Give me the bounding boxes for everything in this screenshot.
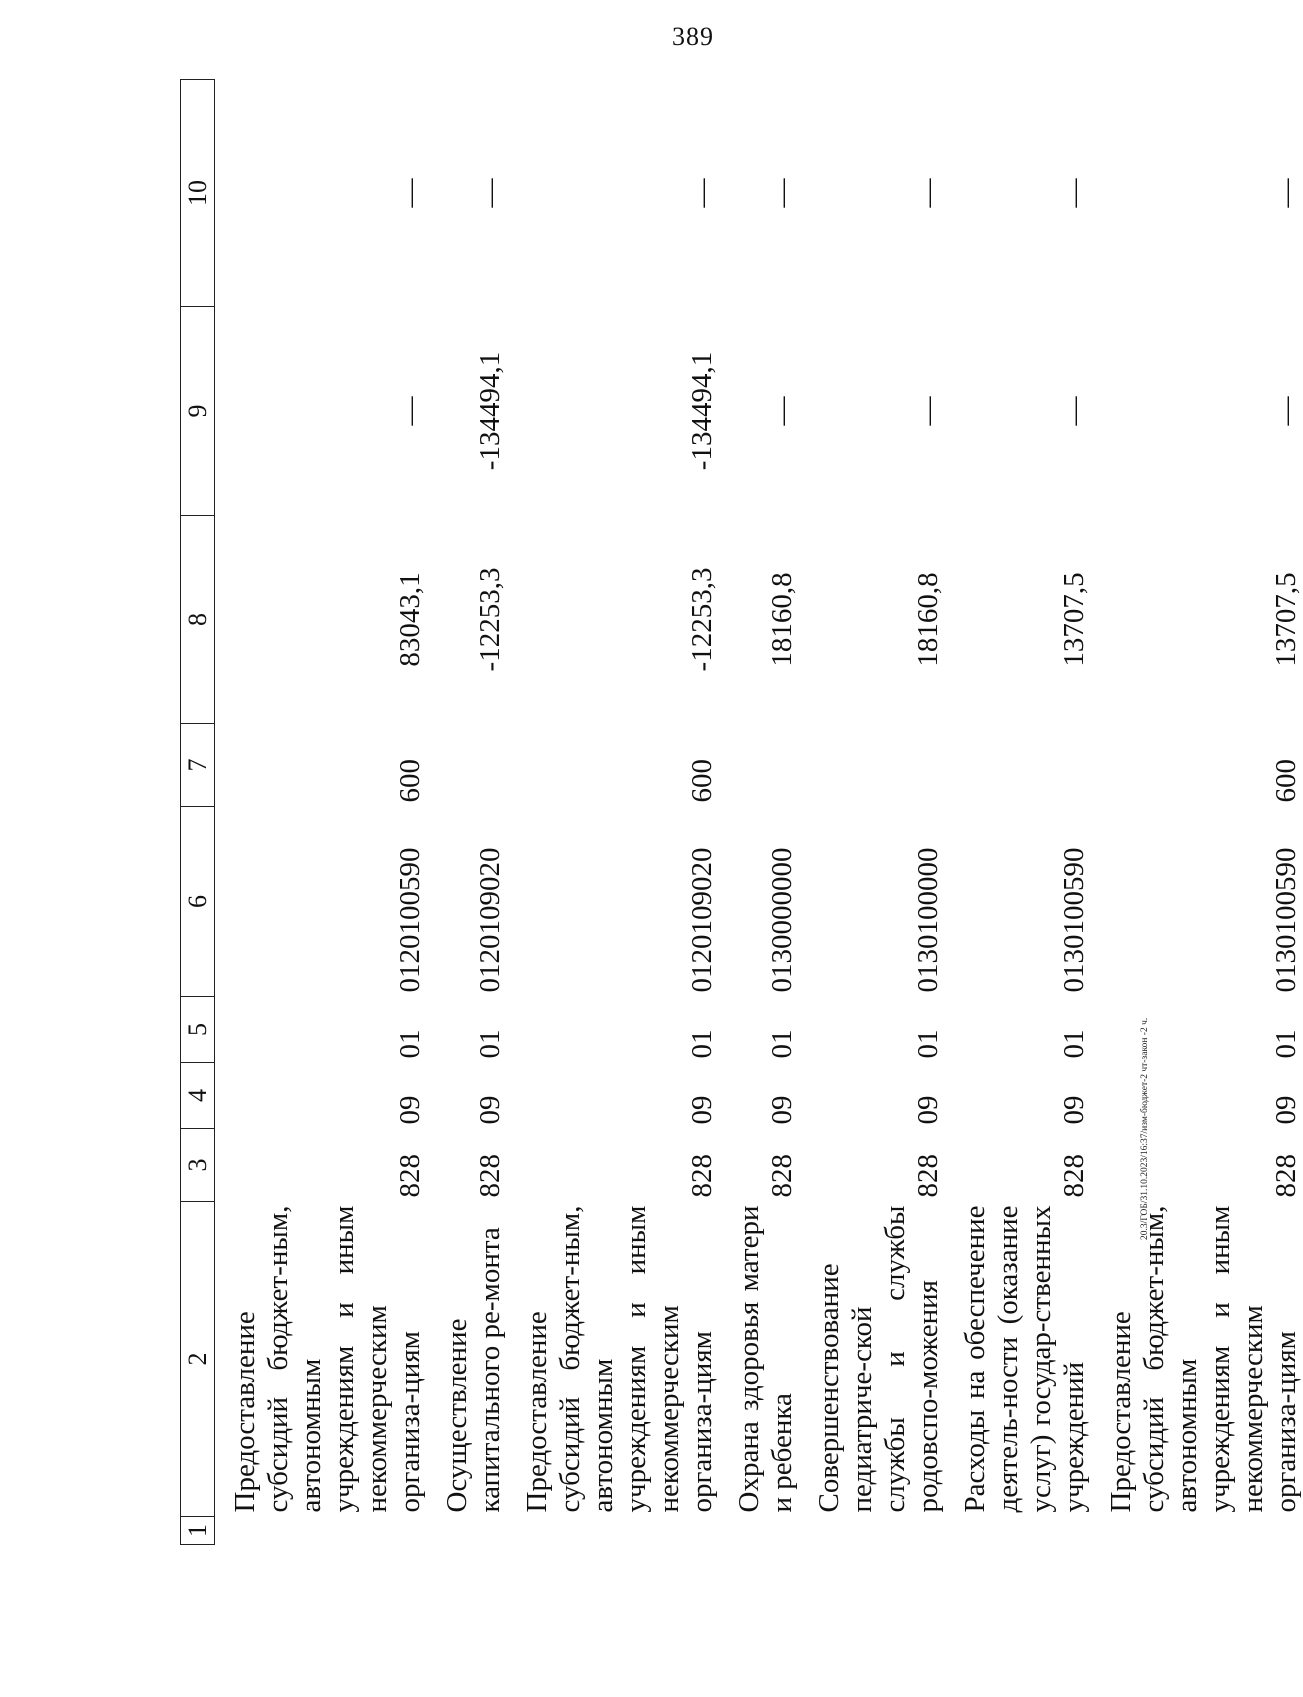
row-index-cell bbox=[215, 1517, 428, 1545]
row-col-3: 828 bbox=[912, 1154, 944, 1198]
row-col-7 bbox=[945, 724, 1091, 807]
row-col-6: 0120109020 bbox=[474, 847, 506, 993]
row-col-8: -12253,3 bbox=[686, 567, 718, 672]
row-col-5: 01 bbox=[912, 1029, 944, 1059]
row-col-5: 01 bbox=[394, 1029, 426, 1059]
row-col-8: 18160,8 bbox=[766, 572, 798, 667]
row-col-3: 828 bbox=[394, 1154, 426, 1198]
row-col-6: 0120109020 bbox=[686, 847, 718, 993]
row-index-cell bbox=[945, 1517, 1091, 1545]
row-col-7: 600 bbox=[1270, 759, 1302, 803]
budget-table bbox=[180, 79, 1303, 1545]
row-name: Предоставление субсидий бюджет-ным, автономным учреждениям и иным некоммерческим организа-циям bbox=[521, 1205, 718, 1513]
row-col-5: 01 bbox=[766, 1029, 798, 1059]
row-name: Осуществление капитального ре-монта bbox=[441, 1227, 506, 1513]
row-col-9: — bbox=[1058, 396, 1090, 426]
row-col-7 bbox=[427, 724, 507, 807]
row-col-7 bbox=[719, 724, 799, 807]
row-col-9: — bbox=[1270, 396, 1302, 426]
row-col-5: 01 bbox=[1058, 1029, 1090, 1059]
row-col-8: 18160,8 bbox=[912, 572, 944, 667]
row-col-10: — bbox=[912, 178, 944, 208]
row-col-10: — bbox=[766, 178, 798, 208]
row-col-5: 01 bbox=[1270, 1029, 1302, 1059]
row-col-6: 0130100590 bbox=[1058, 847, 1090, 993]
row-col-10: — bbox=[1058, 178, 1090, 208]
table-row bbox=[215, 80, 428, 1545]
row-col-4: 09 bbox=[766, 1095, 798, 1125]
header-col-6: 6 bbox=[181, 807, 215, 997]
row-col-6: 0130000000 bbox=[766, 847, 798, 993]
table-row bbox=[799, 80, 945, 1545]
header-col-4: 4 bbox=[181, 1063, 215, 1129]
table-row bbox=[427, 80, 507, 1545]
row-col-6: 0130100000 bbox=[912, 847, 944, 993]
header-col-1: 1 bbox=[181, 1517, 215, 1545]
table-row bbox=[945, 80, 1091, 1545]
header-col-8: 8 bbox=[181, 516, 215, 724]
row-name: Предоставление субсидий бюджет-ным, автономным учреждениям и иным некоммерческим организа-циям bbox=[229, 1205, 426, 1513]
row-col-8: 13707,5 bbox=[1270, 572, 1302, 667]
row-name: Расходы на обеспечение деятель-ности (оказание услуг) государ-ственных учреждений bbox=[959, 1205, 1090, 1513]
row-col-4: 09 bbox=[1058, 1095, 1090, 1125]
row-col-8: 83043,1 bbox=[394, 572, 426, 667]
table-row bbox=[1091, 80, 1303, 1545]
row-col-6: 0130100590 bbox=[1270, 847, 1302, 993]
footer-code: 20.3/ГОБ/31.10.2023/16:37/изм-бюджет-2 чт-закон -2 ч. bbox=[1140, 1017, 1150, 1240]
row-col-3: 828 bbox=[1058, 1154, 1090, 1198]
header-col-3: 3 bbox=[181, 1129, 215, 1202]
row-name: Охрана здоровья матери и ребенка bbox=[733, 1205, 798, 1513]
row-col-9: — bbox=[394, 396, 426, 426]
row-col-10: — bbox=[474, 178, 506, 208]
header-col-2: 2 bbox=[181, 1202, 215, 1517]
row-col-4: 09 bbox=[1270, 1095, 1302, 1125]
row-col-9: -134494,1 bbox=[474, 351, 506, 471]
row-name: Совершенствование педиатриче-ской службы и службы родовспо-можения bbox=[813, 1205, 944, 1513]
row-index-cell bbox=[427, 1517, 507, 1545]
row-col-3: 828 bbox=[766, 1154, 798, 1198]
row-index-cell bbox=[719, 1517, 799, 1545]
table-row bbox=[507, 80, 719, 1545]
page-number: 389 bbox=[672, 22, 714, 51]
row-col-7: 600 bbox=[394, 759, 426, 803]
row-col-4: 09 bbox=[686, 1095, 718, 1125]
header-col-10: 10 bbox=[181, 80, 215, 307]
row-col-7 bbox=[799, 724, 945, 807]
row-col-3: 828 bbox=[474, 1154, 506, 1198]
row-col-7: 600 bbox=[686, 759, 718, 803]
row-col-4: 09 bbox=[474, 1095, 506, 1125]
header-col-7: 7 bbox=[181, 724, 215, 807]
row-col-3: 828 bbox=[686, 1154, 718, 1198]
row-col-10: — bbox=[686, 178, 718, 208]
row-col-9: — bbox=[912, 396, 944, 426]
row-col-3: 828 bbox=[1270, 1154, 1302, 1198]
row-col-5: 01 bbox=[686, 1029, 718, 1059]
row-col-4: 09 bbox=[394, 1095, 426, 1125]
row-index-cell bbox=[799, 1517, 945, 1545]
row-col-9: — bbox=[766, 396, 798, 426]
row-col-10: — bbox=[1270, 178, 1302, 208]
row-index-cell bbox=[1091, 1517, 1303, 1545]
header-col-5: 5 bbox=[181, 997, 215, 1063]
row-col-4: 09 bbox=[912, 1095, 944, 1125]
row-index-cell bbox=[507, 1517, 719, 1545]
table-row bbox=[719, 80, 799, 1545]
row-col-9: -134494,1 bbox=[686, 351, 718, 471]
row-col-5: 01 bbox=[474, 1029, 506, 1059]
row-col-6: 0120100590 bbox=[394, 847, 426, 993]
row-col-8: 13707,5 bbox=[1058, 572, 1090, 667]
row-col-10: — bbox=[394, 178, 426, 208]
row-name: Предоставление субсидий бюджет-ным, автономным учреждениям и иным некоммерческим организа-циям bbox=[1105, 1205, 1302, 1513]
header-col-9: 9 bbox=[181, 307, 215, 516]
row-col-8: -12253,3 bbox=[474, 567, 506, 672]
header-row bbox=[181, 80, 215, 1545]
